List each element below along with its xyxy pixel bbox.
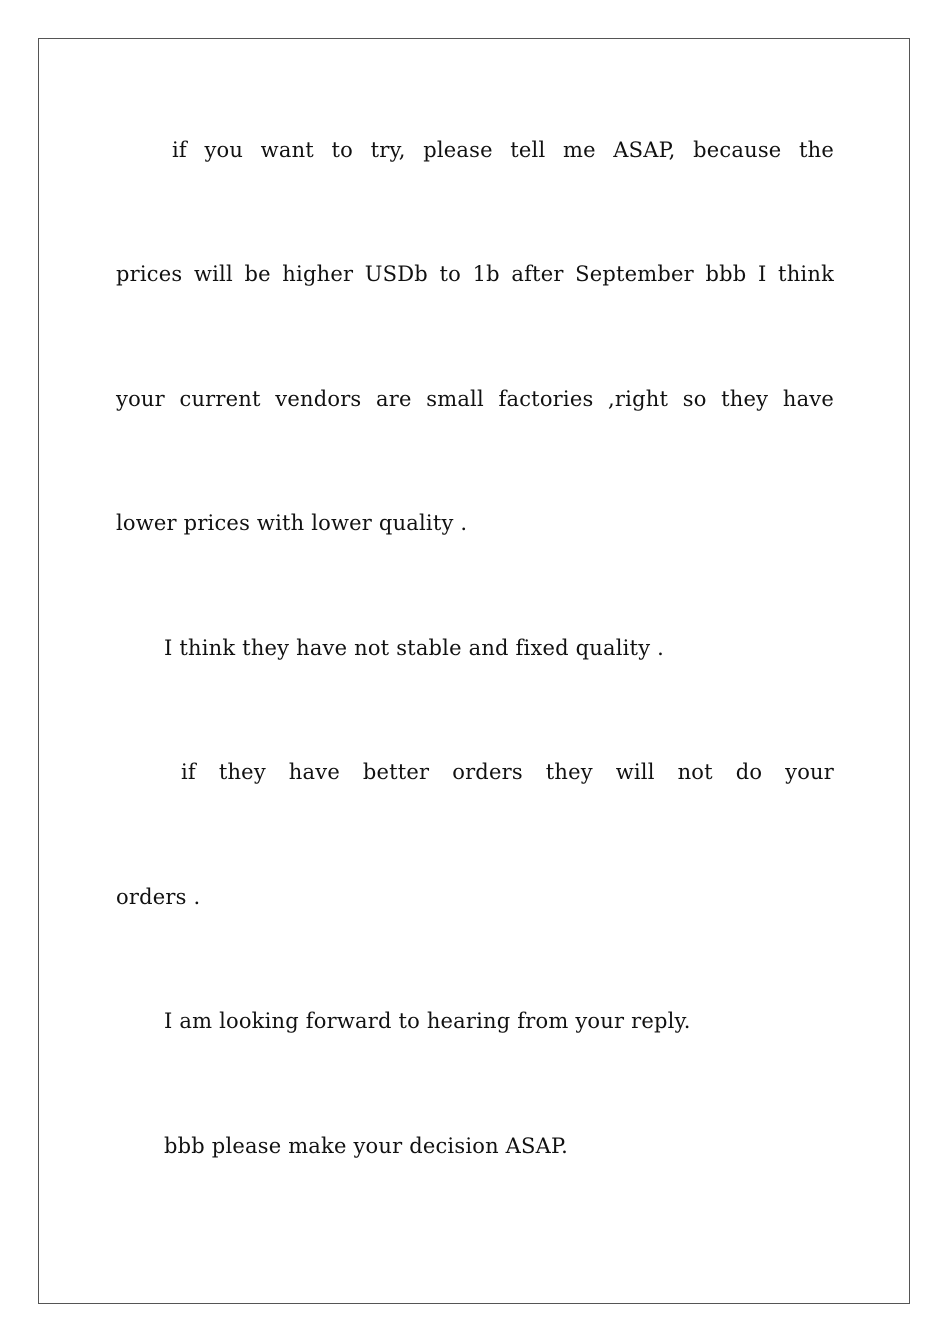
paragraph-line-6: if they have better orders they will not do your xyxy=(181,760,834,784)
page-frame xyxy=(38,38,910,1304)
paragraph-line-3: your current vendors are small factories ,right so they have xyxy=(116,387,834,411)
paragraph-line-7: orders . xyxy=(116,885,201,909)
paragraph-line-1: if you want to try, please tell me ASAP, because the xyxy=(172,138,834,162)
paragraph-line-2: prices will be higher USDb to 1b after September bbb I think xyxy=(116,262,834,286)
paragraph-line-4: lower prices with lower quality . xyxy=(116,511,468,535)
paragraph-line-9: bbb please make your decision ASAP. xyxy=(164,1134,568,1158)
paragraph-line-5: I think they have not stable and fixed quality . xyxy=(164,636,665,660)
paragraph-line-8: I am looking forward to hearing from your reply. xyxy=(164,1009,691,1033)
